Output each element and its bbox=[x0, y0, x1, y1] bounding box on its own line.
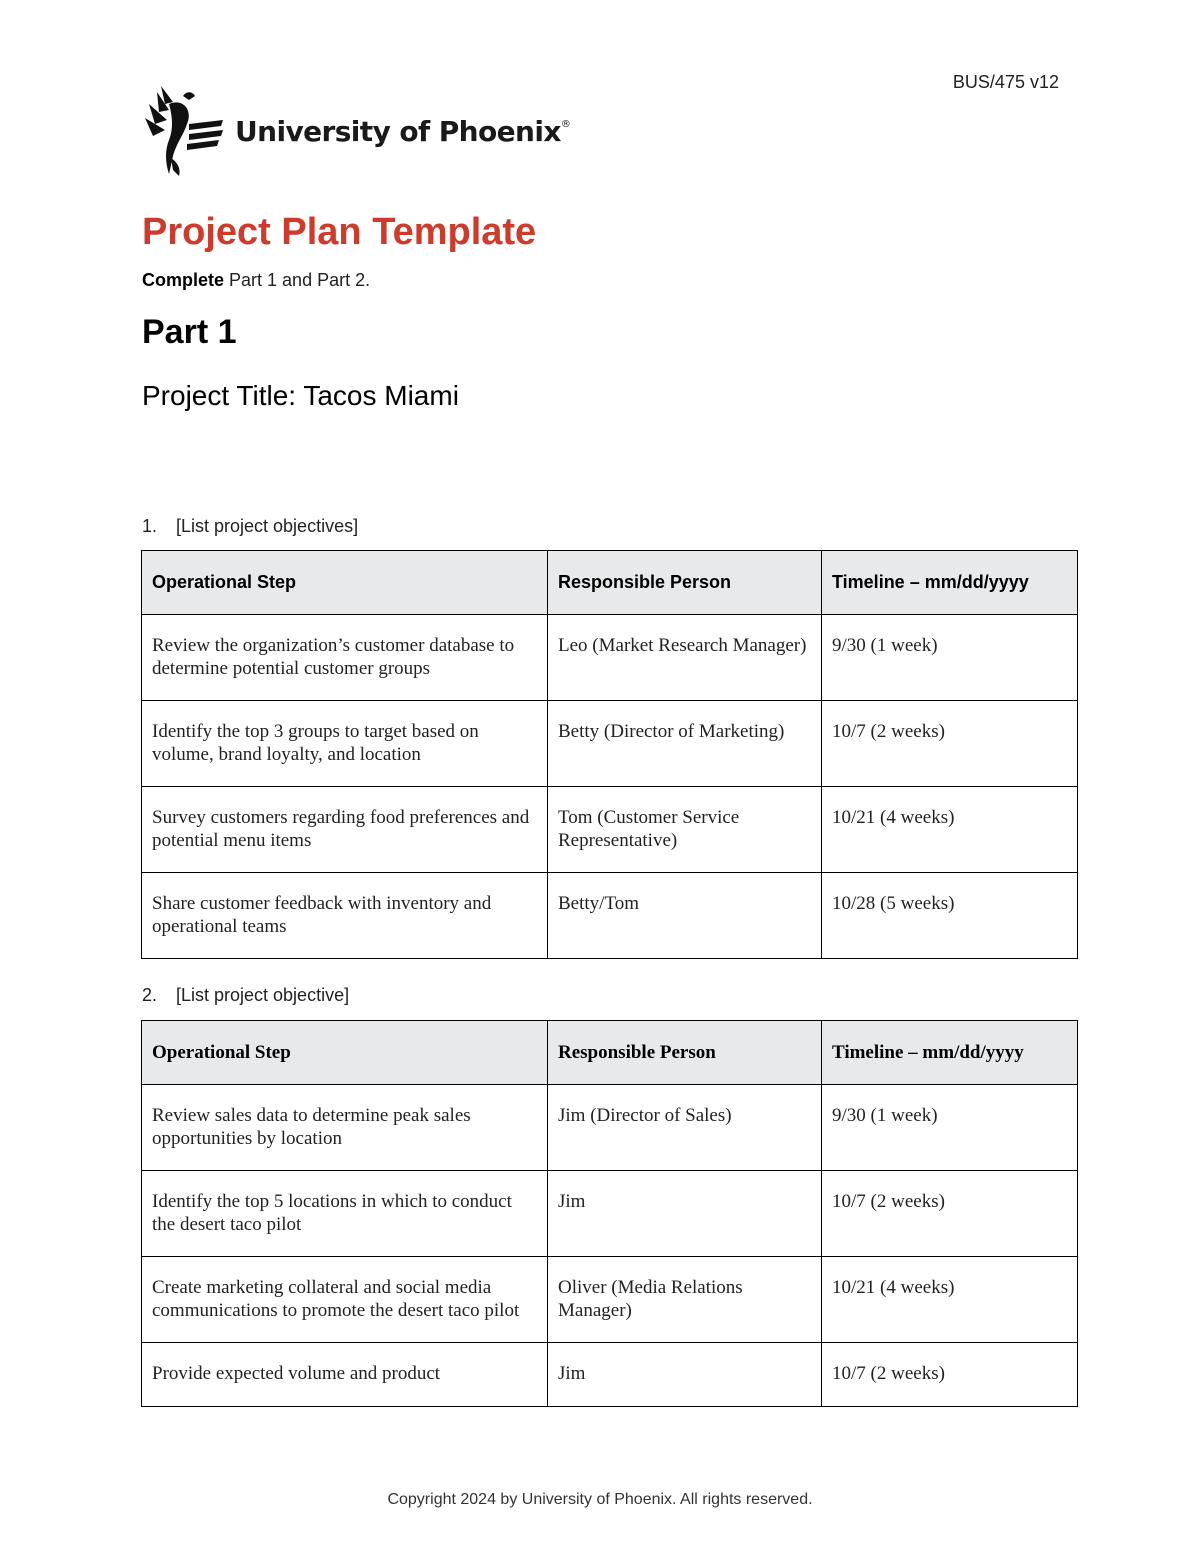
project-title: Project Title: Tacos Miami bbox=[142, 380, 459, 411]
table-row bbox=[142, 615, 1078, 701]
table-header-row bbox=[142, 551, 1078, 615]
operational-step-cell: Survey customers regarding food preferences and potential menu items bbox=[142, 787, 548, 873]
table-row bbox=[142, 1257, 1078, 1343]
header-operational-step: Operational Step bbox=[142, 551, 548, 615]
timeline-cell: 10/7 (2 weeks) bbox=[822, 1343, 1078, 1407]
table-row bbox=[142, 1343, 1078, 1407]
timeline-cell: 10/7 (2 weeks) bbox=[822, 701, 1078, 787]
operational-step-cell: Identify the top 5 locations in which to conduct the desert taco pilot bbox=[142, 1171, 548, 1257]
table-row bbox=[142, 1085, 1078, 1171]
operational-step-cell: Create marketing collateral and social media communications to promote the desert taco pilot bbox=[142, 1257, 548, 1343]
copyright-footer: Copyright 2024 by University of Phoenix. All rights reserved. bbox=[387, 1491, 813, 1508]
objective-label-1: 1. [List project objectives] bbox=[142, 516, 359, 536]
page-title: Project Plan Template bbox=[142, 211, 537, 253]
table-row bbox=[142, 701, 1078, 787]
timeline-cell: 9/30 (1 week) bbox=[822, 1085, 1078, 1171]
responsible-person-cell: Betty/Tom bbox=[548, 873, 822, 959]
responsible-person-cell: Oliver (Media Relations Manager) bbox=[548, 1257, 822, 1343]
header-operational-step: Operational Step bbox=[142, 1021, 548, 1085]
responsible-person-cell: Betty (Director of Marketing) bbox=[548, 701, 822, 787]
responsible-person-cell: Leo (Market Research Manager) bbox=[548, 615, 822, 701]
operational-step-cell: Review sales data to determine peak sales opportunities by location bbox=[142, 1085, 548, 1171]
operational-step-cell: Identify the top 3 groups to target based on volume, brand loyalty, and location bbox=[142, 701, 548, 787]
operational-step-cell: Review the organization’s customer database to determine potential customer groups bbox=[142, 615, 548, 701]
phoenix-bird-icon bbox=[143, 84, 225, 178]
table-row bbox=[142, 1171, 1078, 1257]
operational-step-cell: Share customer feedback with inventory and operational teams bbox=[142, 873, 548, 959]
part-heading: Part 1 bbox=[142, 313, 237, 351]
timeline-cell: 10/7 (2 weeks) bbox=[822, 1171, 1078, 1257]
header-timeline: Timeline – mm/dd/yyyy bbox=[822, 551, 1078, 615]
logo-wordmark: University of Phoenix® bbox=[235, 114, 571, 148]
timeline-cell: 10/21 (4 weeks) bbox=[822, 787, 1078, 873]
header-responsible-person: Responsible Person bbox=[548, 551, 822, 615]
objective-table-2 bbox=[141, 1020, 1078, 1407]
timeline-cell: 10/21 (4 weeks) bbox=[822, 1257, 1078, 1343]
course-code: BUS/475 v12 bbox=[952, 72, 1059, 92]
timeline-cell: 10/28 (5 weeks) bbox=[822, 873, 1078, 959]
table-row bbox=[142, 787, 1078, 873]
timeline-cell: 9/30 (1 week) bbox=[822, 615, 1078, 701]
table-header-row bbox=[142, 1021, 1078, 1085]
instructions: Complete Part 1 and Part 2. bbox=[142, 270, 371, 290]
operational-step-cell: Provide expected volume and product bbox=[142, 1343, 548, 1407]
table-row bbox=[142, 873, 1078, 959]
header-timeline: Timeline – mm/dd/yyyy bbox=[822, 1021, 1078, 1085]
header-responsible-person: Responsible Person bbox=[548, 1021, 822, 1085]
responsible-person-cell: Jim bbox=[548, 1343, 822, 1407]
objective-table-1 bbox=[141, 550, 1078, 959]
responsible-person-cell: Tom (Customer Service Representative) bbox=[548, 787, 822, 873]
responsible-person-cell: Jim (Director of Sales) bbox=[548, 1085, 822, 1171]
objective-label-2: 2. [List project objective] bbox=[142, 985, 350, 1005]
university-logo bbox=[143, 84, 570, 178]
responsible-person-cell: Jim bbox=[548, 1171, 822, 1257]
